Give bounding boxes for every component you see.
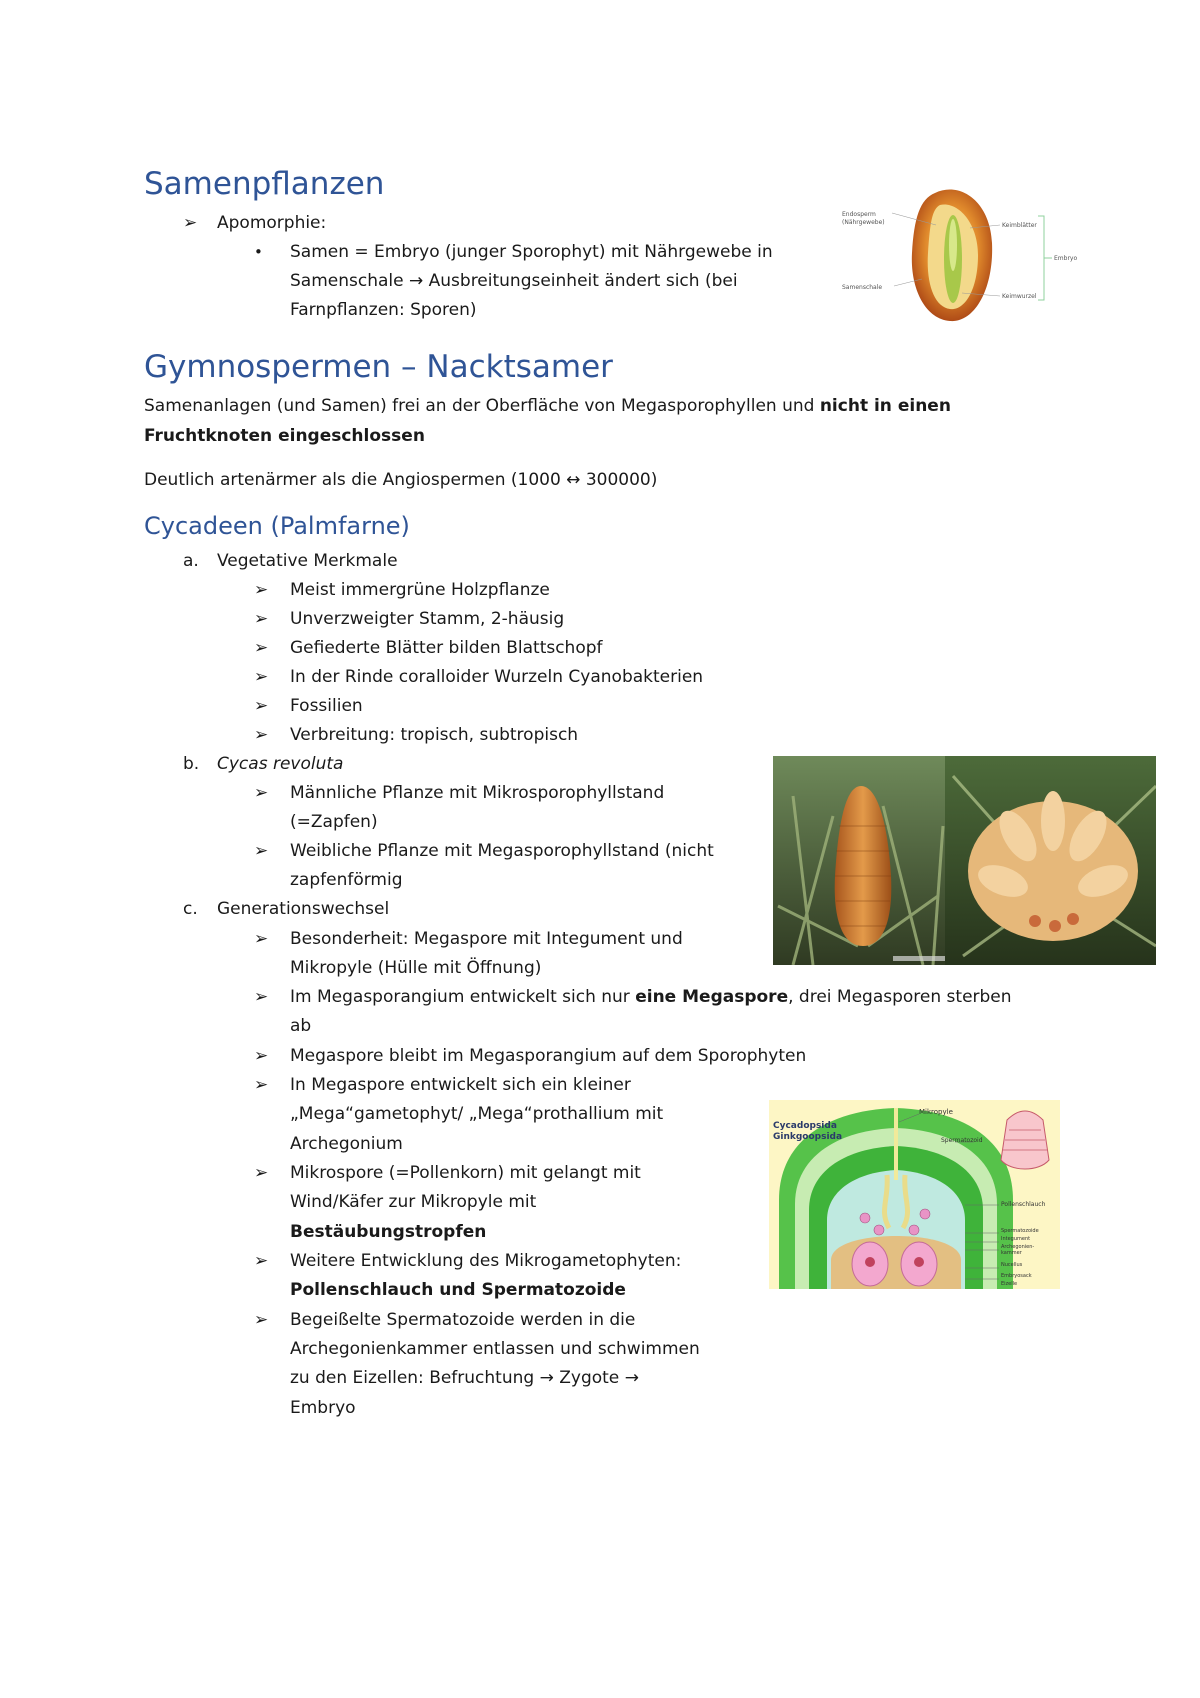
- diagram-title-2: Ginkgoopsida: [773, 1132, 843, 1142]
- bullet-arrow-icon: ➢: [254, 1046, 269, 1066]
- bullet-arrow-icon: ➢: [254, 929, 269, 949]
- samen-line-1: Samen = Embryo (junger Sporophyt) mit Nährgewebe in: [290, 242, 773, 262]
- label-embryosack: Embryosack: [1001, 1273, 1032, 1279]
- c-item-7-line-1: Begeißelte Spermatozoide werden in die: [290, 1310, 636, 1330]
- label-endosperm: Endosperm: [842, 211, 876, 218]
- label-eizelle: Eizelle: [1001, 1281, 1018, 1287]
- c-item-7-line-4: Embryo: [290, 1398, 356, 1418]
- b-item-1-line-2: (=Zapfen): [290, 812, 378, 832]
- c-item-5-line-3: Bestäubungstropfen: [290, 1222, 487, 1242]
- bullet-arrow-icon: ➢: [254, 580, 269, 600]
- c-item-5-line-2: Wind/Käfer zur Mikropyle mit: [290, 1192, 537, 1212]
- label-spermatozoid: Spermatozoid: [941, 1137, 983, 1144]
- bullet-arrow-icon: ➢: [254, 841, 269, 861]
- arrow-right-icon: →: [624, 1368, 639, 1388]
- bullet-arrow-icon: ➢: [254, 667, 269, 687]
- c-item-4-line-1: In Megaspore entwickelt sich ein kleiner: [290, 1075, 631, 1095]
- label-nucellus: Nucellus: [1001, 1262, 1023, 1268]
- bullet-arrow-icon: ➢: [254, 1163, 269, 1183]
- label-embryo: Embryo: [1054, 255, 1078, 262]
- vegetative-merkmal-item: Gefiederte Blätter bilden Blattschopf: [290, 638, 603, 658]
- embryosack: [831, 1236, 961, 1289]
- cycas-photo-illustration: [773, 756, 1156, 965]
- seed-illustration: [840, 183, 1090, 325]
- bullet-arrow-icon: ➢: [254, 725, 269, 745]
- label-integument: Integument: [1001, 1236, 1031, 1242]
- label-samenschale: Samenschale: [842, 284, 883, 291]
- c-item-6-line-1: Weitere Entwicklung des Mikrogametophyten:: [290, 1251, 682, 1271]
- bullet-arrow-icon: ➢: [254, 1075, 269, 1095]
- label-archegonienkammer: Archegonien-kammer: [1001, 1244, 1035, 1256]
- c-item-1-line-1: Besonderheit: Megaspore mit Integument und: [290, 929, 683, 949]
- bullet-dot-icon: •: [254, 243, 263, 261]
- label-spermatozoide: Spermatozoide: [1001, 1228, 1039, 1234]
- c-item-7-line-2: Archegonienkammer entlassen und schwimmen: [290, 1339, 700, 1359]
- samen-line-2: Samenschale → Ausbreitungseinheit ändert sich (bei: [290, 271, 738, 291]
- label-pollenschlauch: Pollenschlauch: [1001, 1201, 1046, 1208]
- vegetative-merkmale-label: Vegetative Merkmale: [217, 551, 398, 571]
- c-item-7-line-3: zu den Eizellen: Befruchtung → Zygote →: [290, 1368, 639, 1388]
- c-item-6-line-2: Pollenschlauch und Spermatozoide: [290, 1280, 626, 1300]
- heading-samenpflanzen: Samenpflanzen: [144, 166, 385, 202]
- label-naehrgewebe: (Nährgewebe): [842, 219, 885, 226]
- ovule-diagram: [769, 1100, 1060, 1289]
- c-item-3: Megaspore bleibt im Megasporangium auf dem Sporophyten: [290, 1046, 807, 1066]
- bullet-arrow-icon: ➢: [254, 1310, 269, 1330]
- vegetative-merkmal-item: Verbreitung: tropisch, subtropisch: [290, 725, 579, 745]
- generationswechsel-label: Generationswechsel: [217, 899, 390, 919]
- gymno-para-2: Deutlich artenärmer als die Angiospermen (1000 ↔ 300000): [144, 470, 658, 490]
- c-item-2-line-1: Im Megasporangium entwickelt sich nur eine Megaspore, drei Megasporen sterben: [290, 987, 1012, 1007]
- b-item-1-line-1: Männliche Pflanze mit Mikrosporophyllstand: [290, 783, 665, 803]
- bullet-arrow-icon: ➢: [254, 987, 269, 1007]
- bullet-arrow-icon: ➢: [254, 638, 269, 658]
- vegetative-merkmal-item: Meist immergrüne Holzpflanze: [290, 580, 550, 600]
- apomorphie-label: Apomorphie:: [217, 213, 327, 233]
- c-item-4-line-2: „Mega“gametophyt/ „Mega“prothallium mit: [290, 1104, 664, 1124]
- c-item-4-line-3: Archegonium: [290, 1134, 403, 1154]
- list-marker-a: a.: [183, 551, 199, 571]
- list-marker-c: c.: [183, 899, 198, 919]
- bullet-arrow-icon: ➢: [254, 696, 269, 716]
- arrow-right-icon: →: [539, 1368, 554, 1388]
- b-item-2-line-1: Weibliche Pflanze mit Megasporophyllstand (nicht: [290, 841, 714, 861]
- label-keimblaetter: Keimblätter: [1002, 222, 1037, 229]
- vegetative-merkmal-item: Unverzweigter Stamm, 2-häusig: [290, 609, 565, 629]
- cycas-revoluta-label: Cycas revoluta: [217, 754, 344, 774]
- cycas-photo: [773, 756, 1156, 965]
- heading-cycadeen: Cycadeen (Palmfarne): [144, 512, 410, 540]
- c-item-2-line-2: ab: [290, 1016, 312, 1036]
- samen-line-3: Farnpflanzen: Sporen): [290, 300, 477, 320]
- bullet-arrow-icon: ➢: [254, 1251, 269, 1271]
- heading-gymnospermen: Gymnospermen – Nacktsamer: [144, 349, 613, 385]
- vegetative-merkmal-item: Fossilien: [290, 696, 363, 716]
- diagram-title-1: Cycadopsida: [773, 1121, 837, 1131]
- gymno-para-line-2: Fruchtknoten eingeschlossen: [144, 426, 425, 446]
- bullet-arrow-icon: ➢: [254, 609, 269, 629]
- seed-figure: [840, 183, 1090, 325]
- bullet-arrow-icon: ➢: [254, 783, 269, 803]
- vegetative-merkmal-item: In der Rinde coralloider Wurzeln Cyanobakterien: [290, 667, 704, 687]
- bullet-arrow-icon: ➢: [183, 213, 198, 233]
- c-item-1-line-2: Mikropyle (Hülle mit Öffnung): [290, 958, 542, 978]
- c-item-5-line-1: Mikrospore (=Pollenkorn) mit gelangt mit: [290, 1163, 641, 1183]
- label-keimwurzel: Keimwurzel: [1002, 293, 1037, 300]
- b-item-2-line-2: zapfenförmig: [290, 870, 403, 890]
- list-marker-b: b.: [183, 754, 200, 774]
- arrow-right-icon: →: [408, 271, 424, 291]
- gymno-para-line-1: Samenanlagen (und Samen) frei an der Oberfläche von Megasporophyllen und nicht in einen: [144, 396, 951, 416]
- label-mikropyle: Mikropyle: [919, 1108, 953, 1116]
